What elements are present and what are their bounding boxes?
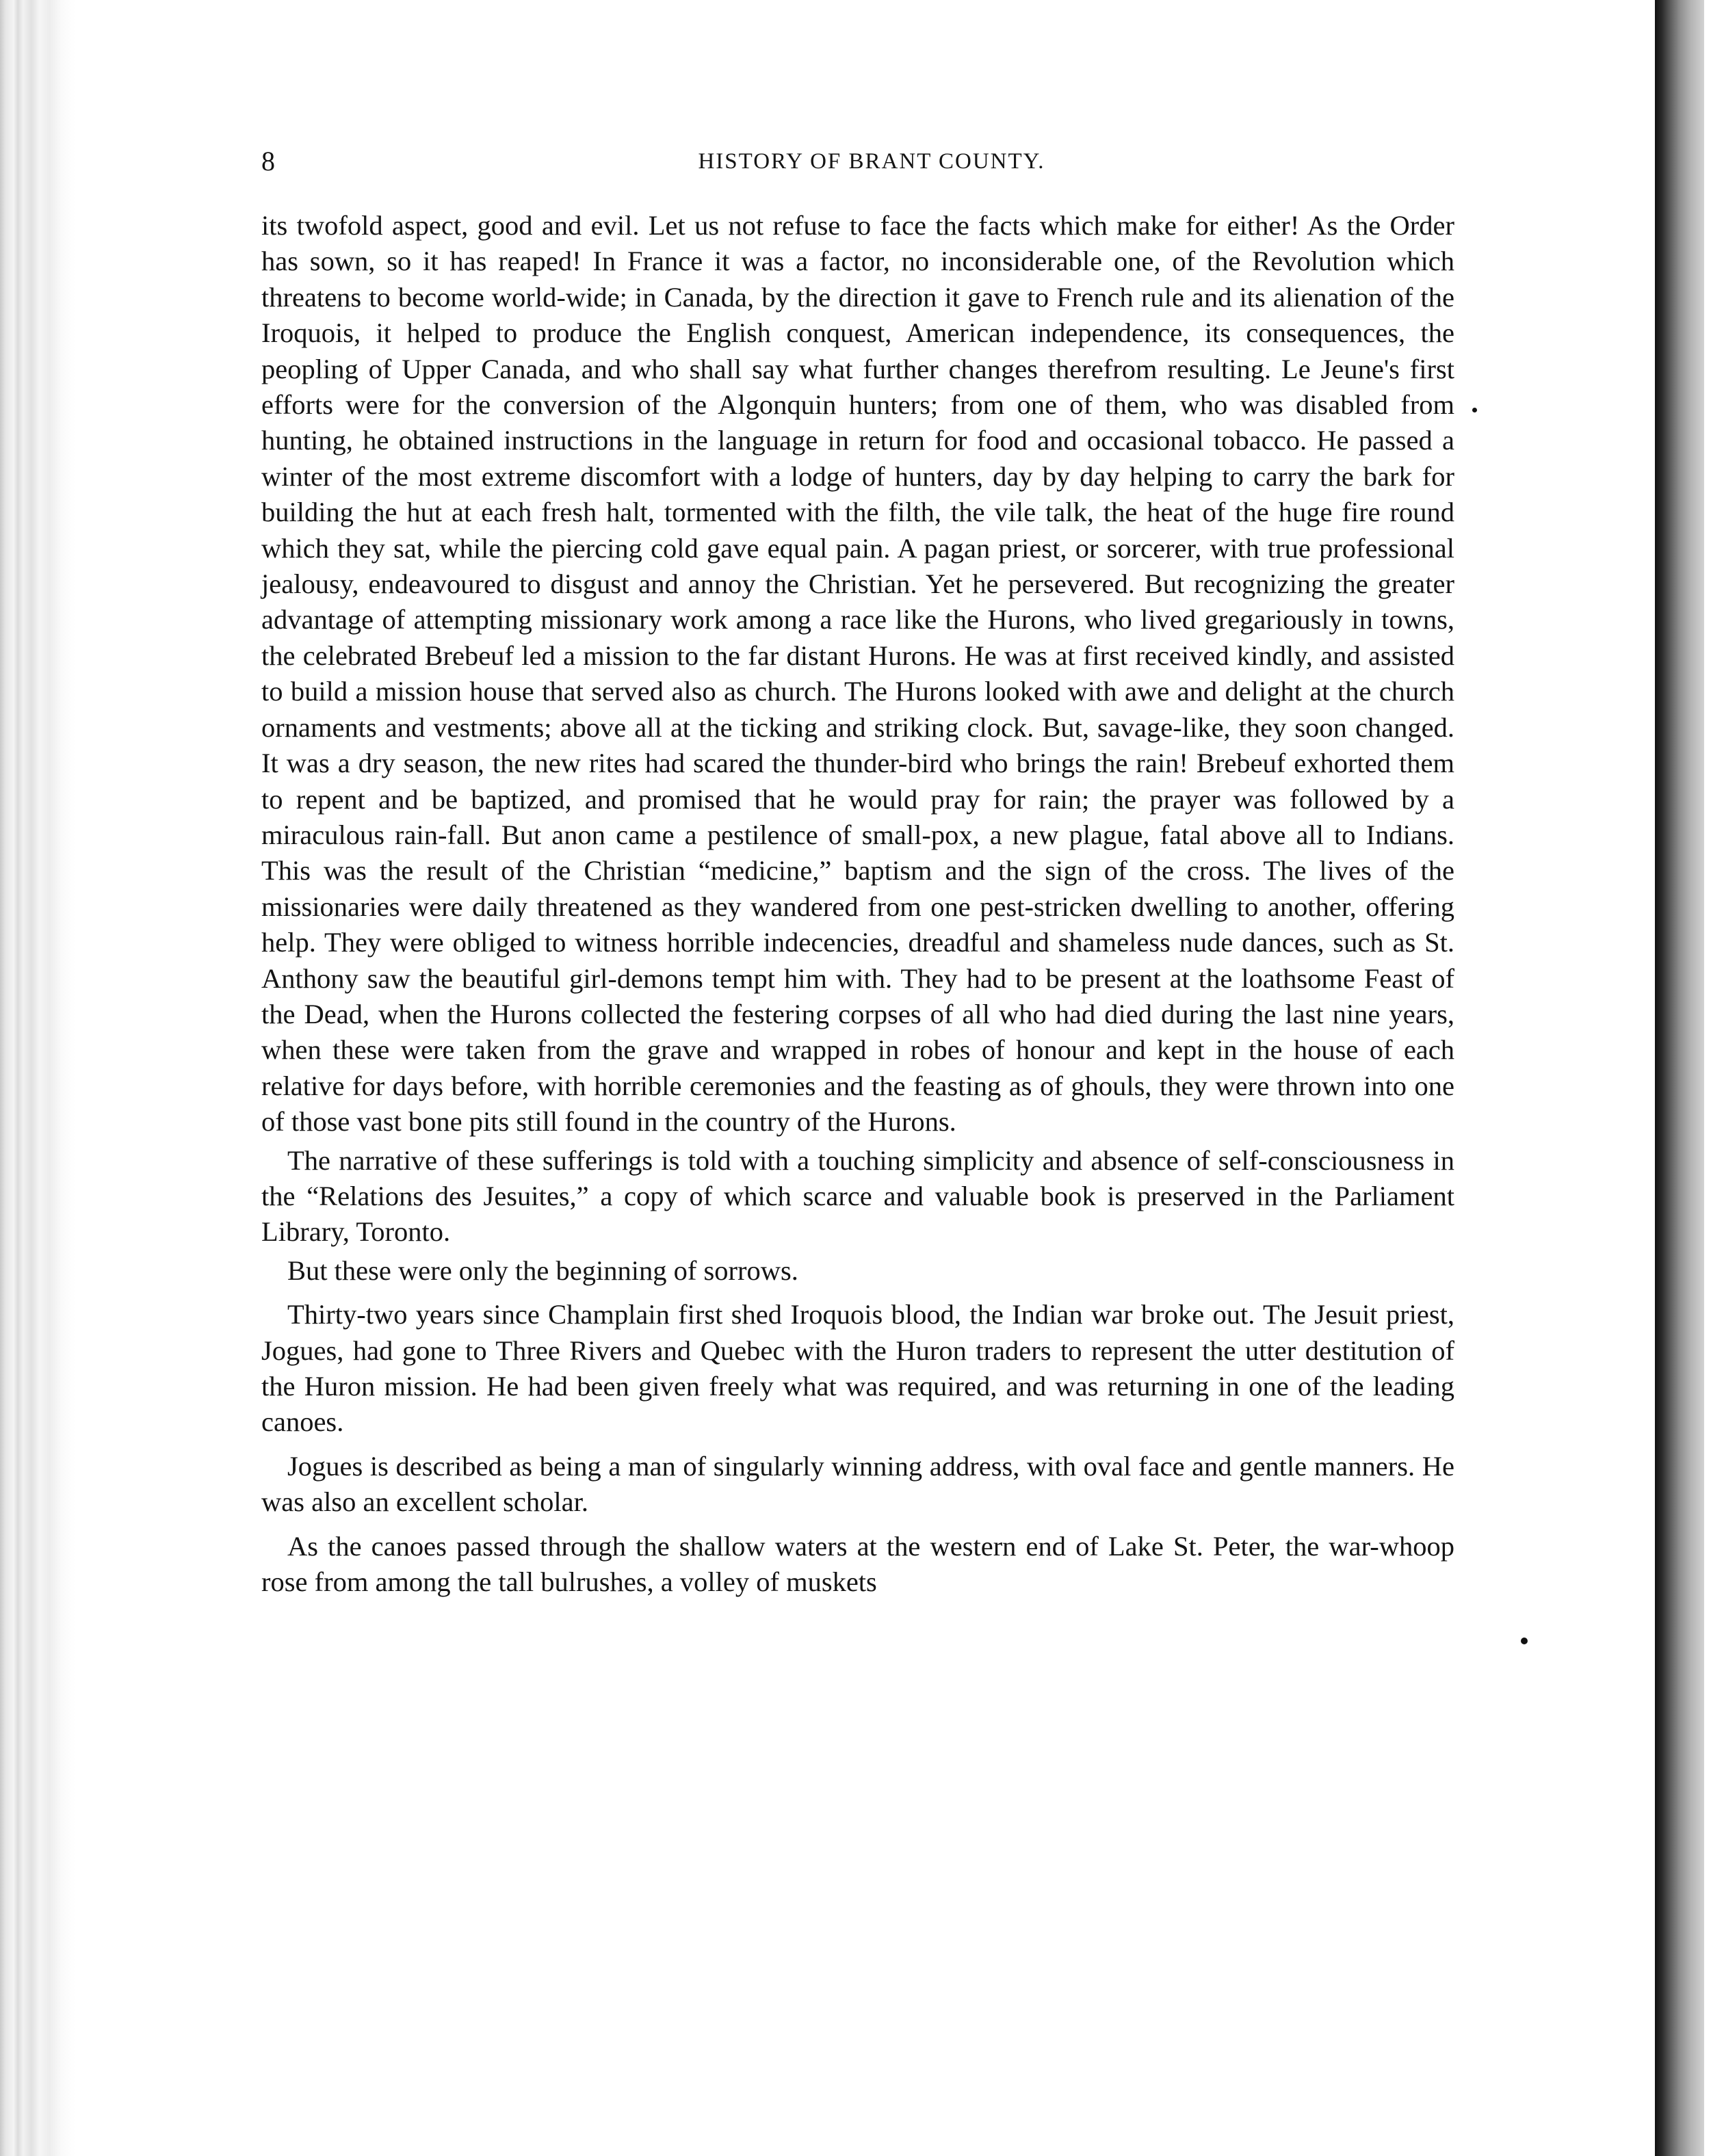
paragraph: The narrative of these sufferings is told with a touching simplicity and absence of self-consciousness in the “Relations des Jesuites,” a copy of which scarce and valuable book is preserved in the Parliament Library, Toronto. <box>261 1144 1454 1248</box>
paragraph: Jogues is described as being a man of singularly winning address, with oval face and gentle manners. He was also an excellent scholar. <box>261 1450 1454 1518</box>
scan-right-margin-shadow <box>1648 0 1711 2156</box>
book-page <box>261 141 1454 1600</box>
paragraph: its twofold aspect, good and evil. Let us not refuse to face the facts which make for either! As the Order has sown, so it has reaped! In France it was a factor, no inconsiderable one, of the Revolution which threatens to become world-wide; in Canada, by the direction it gave to French rule and its alienation of the Iroquois, it helped to produce the English conquest, American independence, its consequences, the peopling of Upper Canada, and who shall say what further changes therefrom resulting. Le Jeune's first efforts were for the conversion of the Algonquin hunters; from one of them, who was disabled from hunting, he obtained instructions in the language in return for food and occasional tobacco. He passed a winter of the most extreme discomfort with a lodge of hunters, day by day helping to carry the bark for building the hut at each fresh halt, tormented with the filth, the vile talk, the heat of the huge fire round which they sat, while the piercing cold gave equal pain. A pagan priest, or sorcerer, with true professional jealousy, endeavoured to disgust and annoy the Christian. Yet he persevered. But recognizing the greater advantage of attempting missionary work among a race like the Hurons, who lived gregariously in towns, the celebrated Brebeuf led a mission to the far distant Hurons. He was at first received kindly, and assisted to build a mission house that served also as church. The Hurons looked with awe and delight at the church ornaments and vestments; above all at the ticking and striking clock. But, savage-like, they soon changed. It was a dry season, the new rites had scared the thunder-bird who brings the rain! Brebeuf exhorted them to repent and be baptized, and promised that he would pray for rain; the prayer was followed by a miraculous rain-fall. But anon came a pestilence of small-pox, a new plague, fatal above all to Indians. This was the result of the Christian “medicine,” baptism and the sign of the cross. The lives of the missionaries were daily threatened as they wandered from one pest-stricken dwelling to another, offering help. They were obliged to witness horrible indecencies, dreadful and shameless nude dances, such as St. Anthony saw the beautiful girl-demons tempt him with. They had to be present at the loathsome Feast of the Dead, when the Hurons collected the festering corpses of all who had died during the last nine years, when these were taken from the grave and wrapped in robes of honour and kept in the house of each relative for days before, with horrible ceremonies and the feasting as of ghouls, they were thrown into one of those vast bone pits still found in the country of the Hurons. <box>261 210 1454 1138</box>
running-head <box>261 141 1454 179</box>
page-binding-shadow <box>1655 0 1704 2156</box>
scan-left-margin-shadow <box>0 0 75 2156</box>
page-number: 8 <box>261 146 275 176</box>
paragraph: But these were only the beginning of sorrows. <box>287 1254 798 1286</box>
paragraph: As the canoes passed through the shallow waters at the western end of Lake St. Peter, the war-whoop rose from among the tall bulrushes, a volley of muskets <box>261 1530 1454 1598</box>
paragraph: Thirty-two years since Champlain first shed Iroquois blood, the Indian war broke out. The Jesuit priest, Jogues, had gone to Three Rivers and Quebec with the Huron traders to represent the utter destitution of the Huron mission. He had been given freely what was required, and was returning in one of the leading canoes. <box>261 1299 1454 1438</box>
body-text <box>261 208 1454 1600</box>
scan-speck <box>1472 408 1477 412</box>
running-title: HISTORY OF BRANT COUNTY. <box>698 149 1045 174</box>
scan-speck <box>1521 1638 1528 1644</box>
